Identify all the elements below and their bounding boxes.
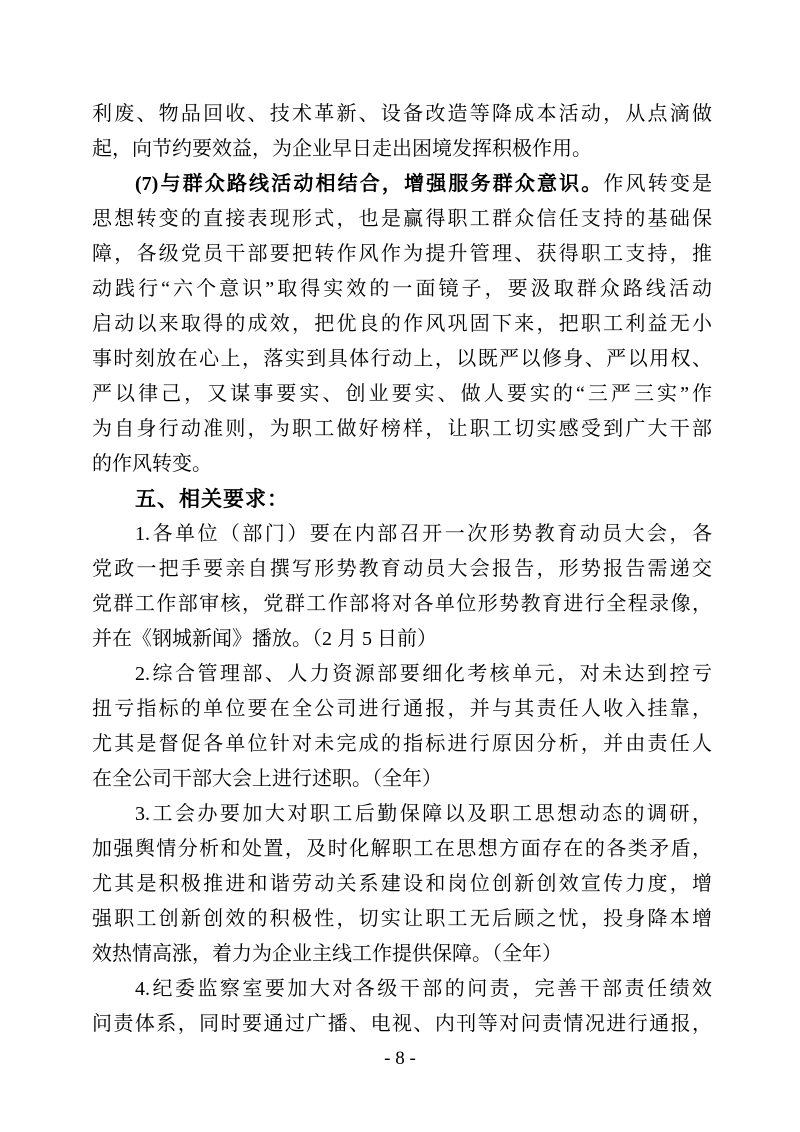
- text-segment: 加强舆情分析和处置，及时化解职工在思想方面存在的各类矛盾，: [92, 838, 712, 860]
- text-line: [92, 307, 712, 342]
- text-segment: 强职工创新创效的积极性，切实让职工无后顾之忧，投身降本增: [92, 908, 712, 930]
- text-segment: 的作风转变。: [92, 453, 212, 475]
- text-line: [92, 902, 712, 937]
- text-segment: 为自身行动准则，为职工做好榜样，让职工切实感受到广大干部: [92, 418, 712, 440]
- text-segment: 3.工会办要加大对职工后勤保障以及职工思想动态的调研，: [135, 803, 712, 825]
- text-line: [92, 132, 712, 167]
- text-segment: 党群工作部审核，党群工作部将对各单位形势教育进行全程录像，: [92, 593, 712, 615]
- text-segment: 障，各级党员干部要把转作风作为提升管理、获得职工支持，推: [92, 243, 712, 265]
- text-line: [92, 797, 712, 832]
- text-line: [92, 237, 712, 272]
- text-line: [92, 867, 712, 902]
- section-heading: [92, 482, 712, 517]
- text-segment: 1.各单位（部门）要在内部召开一次形势教育动员大会，各: [135, 523, 712, 545]
- text-line: [92, 552, 712, 587]
- text-segment: 作风转变是: [603, 173, 712, 195]
- text-segment: 在全公司干部大会上进行述职。（全年）: [92, 768, 442, 790]
- text-segment: 问责体系，同时要通过广播、电视、内刊等对问责情况进行通报，: [92, 1013, 712, 1035]
- text-segment: 起，向节约要效益，为企业早日走出困境发挥积极作用。: [92, 138, 592, 160]
- text-line: [92, 167, 712, 202]
- text-segment: 启动以来取得的成效，把优良的作风巩固下来，把职工利益无小: [92, 313, 712, 335]
- text-line: [92, 587, 712, 622]
- text-segment: 扭亏指标的单位要在全公司进行通报，并与其责任人收入挂靠，: [92, 698, 712, 720]
- text-line: [92, 937, 712, 972]
- text-segment: 2.综合管理部、人力资源部要细化考核单元，对未达到控亏: [135, 663, 712, 685]
- text-segment: 并在《钢城新闻》播放。（2 月 5 日前）: [92, 628, 437, 650]
- text-line: [92, 97, 712, 132]
- text-segment: 利废、物品回收、技术革新、设备改造等降成本活动，从点滴做: [92, 103, 712, 125]
- text-line: [92, 412, 712, 447]
- text-segment: 严以律己，又谋事要实、创业要实、做人要实的“三严三实”作: [92, 383, 712, 405]
- document-body: [92, 97, 712, 1042]
- text-segment: 4.纪委监察室要加大对各级干部的问责，完善干部责任绩效: [135, 978, 712, 1000]
- text-segment: 党政一把手要亲自撰写形势教育动员大会报告，形势报告需递交: [92, 558, 712, 580]
- text-segment: 尤其是督促各单位针对未完成的指标进行原因分析，并由责任人: [92, 733, 712, 755]
- text-segment: 尤其是积极推进和谐劳动关系建设和岗位创新创效宣传力度，增: [92, 873, 712, 895]
- page-footer: [0, 1044, 800, 1074]
- text-line: [92, 692, 712, 727]
- text-line: [92, 377, 712, 412]
- text-segment: 五、相关要求：: [135, 488, 289, 511]
- text-line: [92, 657, 712, 692]
- text-line: [92, 342, 712, 377]
- text-line: [92, 972, 712, 1007]
- text-segment: 效热情高涨，着力为企业主线工作提供保障。（全年）: [92, 943, 562, 965]
- text-line: [92, 727, 712, 762]
- bold-text-segment: (7)与群众路线活动相结合，增强服务群众意识。: [135, 173, 604, 195]
- text-line: [92, 517, 712, 552]
- text-segment: 动践行“六个意识”取得实效的一面镜子，要汲取群众路线活动: [92, 278, 712, 300]
- text-line: [92, 622, 712, 657]
- page-number: - 8 -: [384, 1048, 416, 1069]
- text-line: [92, 1007, 712, 1042]
- text-line: [92, 762, 712, 797]
- text-line: [92, 272, 712, 307]
- text-segment: 事时刻放在心上，落实到具体行动上，以既严以修身、严以用权、: [92, 348, 712, 370]
- text-segment: 思想转变的直接表现形式，也是赢得职工群众信任支持的基础保: [92, 208, 712, 230]
- text-line: [92, 202, 712, 237]
- text-line: [92, 832, 712, 867]
- text-line: [92, 447, 712, 482]
